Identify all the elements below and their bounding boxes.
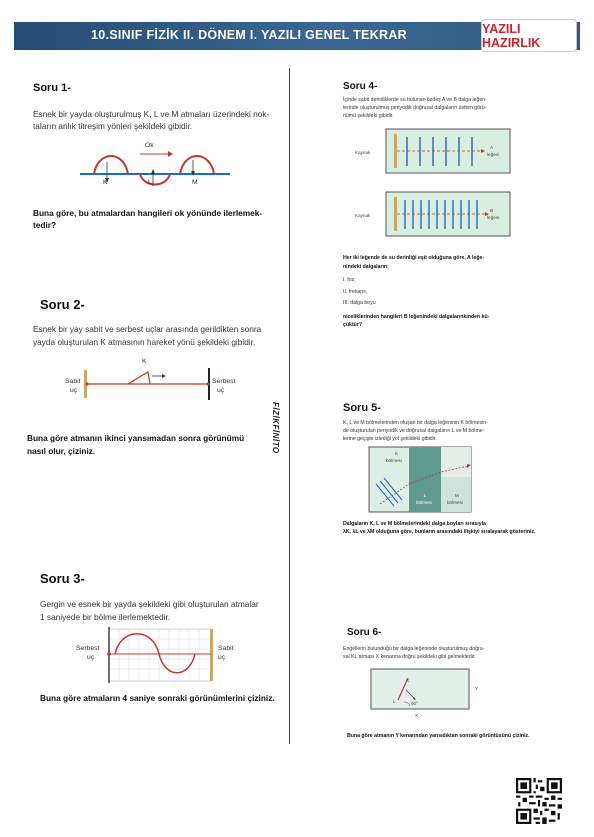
q6-title: Soru 6- — [347, 627, 382, 638]
q4-question-line2: nindeki dalgaların; — [343, 264, 389, 270]
q1-label-ok: Ok — [145, 142, 154, 149]
q6-label-k: K — [406, 678, 410, 683]
q2-question-line1: Buna göre atmanın ikinci yansımadan sonra görünümü — [27, 433, 245, 443]
q2-fixed-label1: Sabit — [65, 378, 81, 385]
q5-label-k1: K — [395, 451, 399, 456]
q1-question-line1: Buna göre, bu atmalardan hangileri ok yönünde ilerlemek- — [33, 208, 263, 218]
q2-label-k: K — [142, 358, 147, 365]
column-divider — [289, 68, 290, 744]
q4-source-label-a: Kaynak — [355, 150, 371, 155]
q1-title: Soru 1- — [33, 82, 71, 94]
q4-option-3: III. dalga boyu — [343, 300, 376, 306]
q3-text-line2: 1 saniyede bir bölme ilerlemektedir. — [40, 612, 171, 622]
q1-label-l: L — [148, 179, 152, 186]
header-badge: YAZILI HAZIRLIK — [481, 19, 577, 52]
q6-label-l: L — [393, 699, 396, 704]
q2-fixed-label2: uç — [70, 387, 78, 394]
q5-label-l1: L — [424, 493, 427, 498]
q1-label-m: M — [192, 179, 198, 186]
q5-label-k2: bölmesi — [386, 458, 402, 463]
q4-tank-a — [385, 128, 520, 176]
q4-question-line3: niceliklerinden hangileri B leğenindeki dalgalarınkinden kü- — [343, 314, 490, 320]
q5-label-l2: bölmesi — [416, 500, 432, 505]
q5-question-line1: Dalgaların K, L ve M bölmelerindeki dalga boyları sırasıyla — [343, 521, 486, 527]
q3-grid-figure — [105, 627, 215, 683]
q6-tank-figure — [370, 668, 472, 712]
q1-text-line2: taların anlık titreşim yönleri şekildeki gibidir. — [33, 121, 193, 131]
q5-label-m2: bölmesi — [447, 500, 463, 505]
q3-fixed-label2: uç — [218, 654, 226, 661]
q3-free-label2: uç — [87, 654, 95, 661]
q5-text-line3: lerine geçişte izlediği yol şekildeki gibidir. — [343, 436, 437, 442]
q4-text-line3: nümü şekildeki gibidir. — [343, 113, 394, 119]
q2-free-label2: uç — [217, 387, 225, 394]
q5-text-line2: de oluşturulan periyodik ve doğrusal dalgaların L ve M bölme- — [343, 428, 485, 434]
q2-spring-figure — [78, 360, 218, 405]
q6-angle-label: 60° — [411, 701, 418, 706]
q3-question: Buna göre atmaların 4 saniye sonraki görünümlerini çiziniz. — [40, 693, 275, 703]
q4-text-line2: lerinde oluşturulmuş periyodik doğrusal dalgaların üstten görü- — [343, 105, 487, 111]
q6-label-x: X — [415, 713, 419, 718]
q1-question-line2: tedir? — [33, 220, 57, 230]
q6-text-line2: sal KL atması X kenarına doğru şekildeki gibi gelmektedir. — [343, 654, 476, 660]
q4-tank-a-label1: A — [490, 145, 494, 150]
q4-tank-b-label2: leğeni — [487, 215, 500, 220]
q3-fixed-label1: Sabit — [218, 645, 234, 652]
q4-question-line1: Her iki leğende de su derinliği eşit olduğuna göre, A leğe- — [343, 255, 485, 261]
q4-option-1: I. hız, — [343, 277, 356, 283]
qr-code-icon — [516, 778, 562, 824]
header-title: 10.SINIF FİZİK II. DÖNEM I. YAZILI GENEL TEKRAR — [91, 28, 407, 42]
q5-text-line1: K, L ve M bölmelerinden oluşan bir dalga leğeninin K bölmesin- — [343, 420, 488, 426]
q5-question-line2: λK, λL ve λM olduğuna göre, bunların arasındaki ilişkiyi sıralayarak gösteriniz. — [343, 529, 536, 535]
q4-tank-a-label2: leğeni — [487, 152, 500, 157]
q4-tank-b — [385, 191, 520, 239]
q3-text-line1: Gergin ve esnek bir yayda şekildeki gibi oluşturulan atmalar — [40, 599, 259, 609]
page-header — [14, 19, 580, 52]
q3-title: Soru 3- — [40, 571, 85, 586]
q1-text-line1: Esnek bir yayda oluşturulmuş K, L ve M atmaları üzerindeki nok- — [33, 109, 270, 119]
q4-tank-b-label1: B — [490, 208, 494, 213]
q4-option-2: II. frekans, — [343, 289, 368, 295]
side-watermark-text: FİZİKFİNİTO — [271, 402, 280, 454]
q4-question-line4: çüktür? — [343, 322, 363, 328]
q4-title: Soru 4- — [343, 81, 378, 92]
q6-text-line1: Engellerin bulunduğu bir dalga leğeninde oluşturulmuş doğru- — [343, 646, 485, 652]
q5-label-m1: M — [455, 493, 459, 498]
q4-source-label-b: Kaynak — [355, 213, 371, 218]
q2-text-line2: yayda oluşturulan K atmasının hareket yönü şekildeki gibidir. — [33, 337, 256, 347]
q6-question: Buna göre atmanın Y kenarından yansıdıktan sonraki görüntüsünü çiziniz. — [347, 733, 530, 739]
q1-label-k: K — [103, 179, 108, 186]
q3-free-label1: Serbest — [76, 645, 100, 652]
q2-title: Soru 2- — [40, 297, 85, 312]
q4-text-line1: İçinde sabit derinliklerde su bulunan özdeş A ve B dalga leğen- — [343, 97, 487, 103]
q2-question-line2: nasıl olur, çiziniz. — [27, 446, 96, 456]
q2-free-label1: Serbest — [212, 378, 236, 385]
q5-title: Soru 5- — [343, 402, 381, 414]
q6-label-y: Y — [475, 686, 479, 691]
q2-text-line1: Esnek bir yay sabit ve serbest uçlar arasında gerildikten sonra — [33, 324, 262, 334]
